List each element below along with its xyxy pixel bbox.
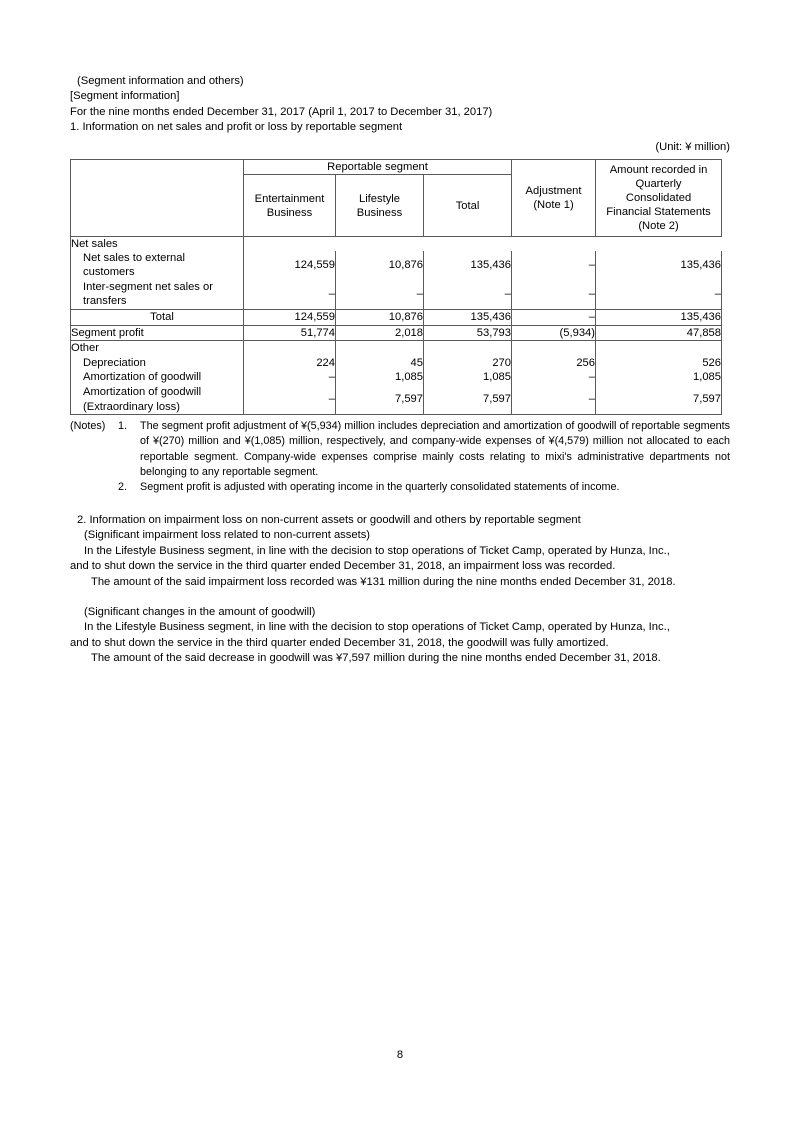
unit-label: (Unit: ¥ million)	[655, 140, 730, 153]
cell-extraordinary-total: 7,597	[424, 385, 512, 415]
header-reportable-segment: Reportable segment	[244, 160, 512, 175]
table-row-total	[71, 310, 722, 326]
section-2-sub1-p1-line2: and to shut down the service in the third quarter ended December 31, 2018, an impairment loss was recorded.	[70, 560, 616, 573]
table-row-amortization-goodwill	[71, 370, 722, 385]
header-amount-line4: Financial Statements	[606, 206, 711, 219]
net-sales-group-spacer-3	[424, 237, 512, 252]
header-adjustment-line1: Adjustment	[525, 185, 582, 198]
header-entertainment-line2: Business	[266, 206, 313, 219]
header-total-line1: Total	[455, 199, 480, 212]
note-2-number: 2.	[118, 481, 128, 494]
row-label-net-sales-text: Net sales	[71, 238, 118, 251]
cell-other-lifestyle	[336, 341, 424, 356]
spacer-after-notes	[70, 496, 730, 513]
cell-depreciation-adjustment: 256	[512, 356, 596, 371]
cell-amortization-lifestyle: 1,085	[336, 370, 424, 385]
row-label-total: Total	[71, 310, 244, 326]
cell-total-amount: 135,436	[596, 310, 722, 326]
page-number: 8	[396, 1049, 404, 1061]
cell-total-adjustment: –	[512, 310, 596, 326]
notes-block	[70, 419, 730, 495]
row-label-external-line2: customers	[83, 266, 135, 279]
net-sales-group-spacer-5	[596, 237, 722, 252]
section-2-heading: 2. Information on impairment loss on non-current assets or goodwill and others by reportable segment	[77, 513, 581, 526]
document-heading-block	[70, 74, 730, 136]
segment-table-body	[70, 251, 722, 416]
row-label-segment-profit: Segment profit	[71, 325, 244, 341]
cell-profit-entertainment: 51,774	[244, 325, 336, 341]
net-sales-group-spacer-1	[244, 237, 336, 252]
cell-inter-entertainment: –	[244, 280, 336, 310]
section-2-sub1-p2: The amount of the said impairment loss recorded was ¥131 million during the nine months ended December 31, 2018.	[91, 576, 676, 589]
cell-extraordinary-amount: 7,597	[596, 385, 722, 415]
header-lifestyle-business	[336, 175, 424, 237]
cell-other-adjustment	[512, 341, 596, 356]
cell-other-entertainment	[244, 341, 336, 356]
row-label-extraordinary-line1: Amortization of goodwill	[83, 385, 202, 398]
row-label-net-sales	[71, 237, 244, 252]
table-row-other-section	[71, 341, 722, 356]
cell-total-total: 135,436	[424, 310, 512, 326]
section-2-sub1-heading: (Significant impairment loss related to non-current assets)	[84, 529, 371, 542]
note-1-text: The segment profit adjustment of ¥(5,934) million includes depreciation and amortization of goodwill of reportable segments of ¥(270) million and ¥(1,085) million, respectively, and company-wide expenses of ¥(4,579) million not allocated to each reportable segment. Company-wide expenses comprise mainly costs relating to mixi's administrative departments not belonging to any reportable segment.	[140, 420, 730, 479]
cell-inter-lifestyle: –	[336, 280, 424, 310]
cell-total-entertainment: 124,559	[244, 310, 336, 326]
note-item-2	[70, 480, 730, 495]
row-label-net-sales-external	[71, 251, 244, 280]
cell-external-amount: 135,436	[596, 251, 722, 280]
row-label-external-line1: Net sales to external	[83, 251, 185, 264]
header-amount-line1: Amount recorded in	[609, 164, 708, 177]
page-content	[70, 74, 730, 667]
cell-amortization-amount: 1,085	[596, 370, 722, 385]
cell-amortization-adjustment: –	[512, 370, 596, 385]
table-header-row-group	[71, 160, 722, 175]
heading-segment-information-and-others: (Segment information and others)	[77, 75, 244, 87]
cell-depreciation-total: 270	[424, 356, 512, 371]
row-label-inter-line1: Inter-segment net sales or	[83, 280, 213, 293]
cell-inter-total: –	[424, 280, 512, 310]
cell-depreciation-amount: 526	[596, 356, 722, 371]
table-row-depreciation	[71, 356, 722, 371]
heading-section-1: 1. Information on net sales and profit or loss by reportable segment	[70, 121, 403, 134]
row-label-amortization-extraordinary	[71, 385, 244, 415]
cell-amortization-total: 1,085	[424, 370, 512, 385]
section-2-sub2-p2: The amount of the said decrease in goodwill was ¥7,597 million during the nine months ended December 31, 2018.	[91, 652, 661, 665]
table-row-amortization-extraordinary	[71, 385, 722, 415]
cell-depreciation-entertainment: 224	[244, 356, 336, 371]
note-item-1	[70, 419, 730, 480]
cell-total-lifestyle: 10,876	[336, 310, 424, 326]
header-lifestyle-line2: Business	[356, 206, 403, 219]
cell-extraordinary-adjustment: –	[512, 385, 596, 415]
cell-profit-total: 53,793	[424, 325, 512, 341]
table-row-segment-profit	[71, 325, 722, 341]
header-entertainment-line1: Entertainment	[254, 192, 325, 205]
cell-external-entertainment: 124,559	[244, 251, 336, 280]
section-2-sub2-p1-line2: and to shut down the service in the third quarter ended December 31, 2018, the goodwill was fully amortized.	[70, 636, 609, 649]
cell-amortization-entertainment: –	[244, 370, 336, 385]
note-2-text: Segment profit is adjusted with operating income in the quarterly consolidated statements of income.	[140, 481, 620, 494]
row-label-depreciation: Depreciation	[71, 356, 244, 371]
notes-label: (Notes)	[70, 420, 106, 433]
header-amount-line2: Quarterly	[635, 178, 682, 191]
row-label-amortization: Amortization of goodwill	[71, 370, 244, 385]
section-2-sub2-p1-line1: In the Lifestyle Business segment, in line with the decision to stop operations of Ticket Camp, operated by Hunza, Inc.,	[84, 621, 670, 634]
heading-segment-information: [Segment information]	[70, 90, 180, 103]
cell-external-adjustment: –	[512, 251, 596, 280]
cell-external-total: 135,436	[424, 251, 512, 280]
header-adjustment-line2: (Note 1)	[533, 199, 574, 212]
section-2-sub1-p1-line1: In the Lifestyle Business segment, in line with the decision to stop operations of Ticket Camp, operated by Hunza, Inc.,	[84, 544, 670, 557]
table-row-net-sales-group	[71, 237, 722, 252]
header-amount-line5: (Note 2)	[638, 220, 679, 233]
cell-other-amount	[596, 341, 722, 356]
header-adjustment	[512, 160, 596, 237]
heading-period: For the nine months ended December 31, 2017 (April 1, 2017 to December 31, 2017)	[70, 105, 493, 118]
cell-other-total	[424, 341, 512, 356]
header-amount-line3: Consolidated	[625, 192, 692, 205]
note-1-number: 1.	[118, 420, 128, 433]
cell-external-lifestyle: 10,876	[336, 251, 424, 280]
row-label-inter-segment	[71, 280, 244, 310]
header-total	[424, 175, 512, 237]
row-label-other: Other	[71, 341, 244, 356]
spacer-between-subsections	[70, 591, 730, 605]
cell-depreciation-lifestyle: 45	[336, 356, 424, 371]
section-2-block	[70, 513, 730, 667]
header-entertainment-business	[244, 175, 336, 237]
net-sales-group-spacer-2	[336, 237, 424, 252]
row-label-extraordinary-line2: (Extraordinary loss)	[83, 400, 180, 413]
section-2-sub2-heading: (Significant changes in the amount of goodwill)	[84, 605, 316, 618]
cell-inter-adjustment: –	[512, 280, 596, 310]
cell-profit-amount: 47,858	[596, 325, 722, 341]
cell-inter-amount: –	[596, 280, 722, 310]
header-lifestyle-line1: Lifestyle	[358, 192, 401, 205]
header-amount-recorded	[596, 160, 722, 237]
cell-extraordinary-lifestyle: 7,597	[336, 385, 424, 415]
net-sales-group-spacer-4	[512, 237, 596, 252]
cell-profit-lifestyle: 2,018	[336, 325, 424, 341]
segment-information-table	[70, 159, 722, 252]
cell-profit-adjustment: (5,934)	[512, 325, 596, 341]
table-row-inter-segment	[71, 280, 722, 310]
row-label-inter-line2: transfers	[83, 295, 127, 308]
header-blank-corner	[71, 160, 244, 237]
table-row-net-sales-external	[71, 251, 722, 280]
cell-extraordinary-entertainment: –	[244, 385, 336, 415]
